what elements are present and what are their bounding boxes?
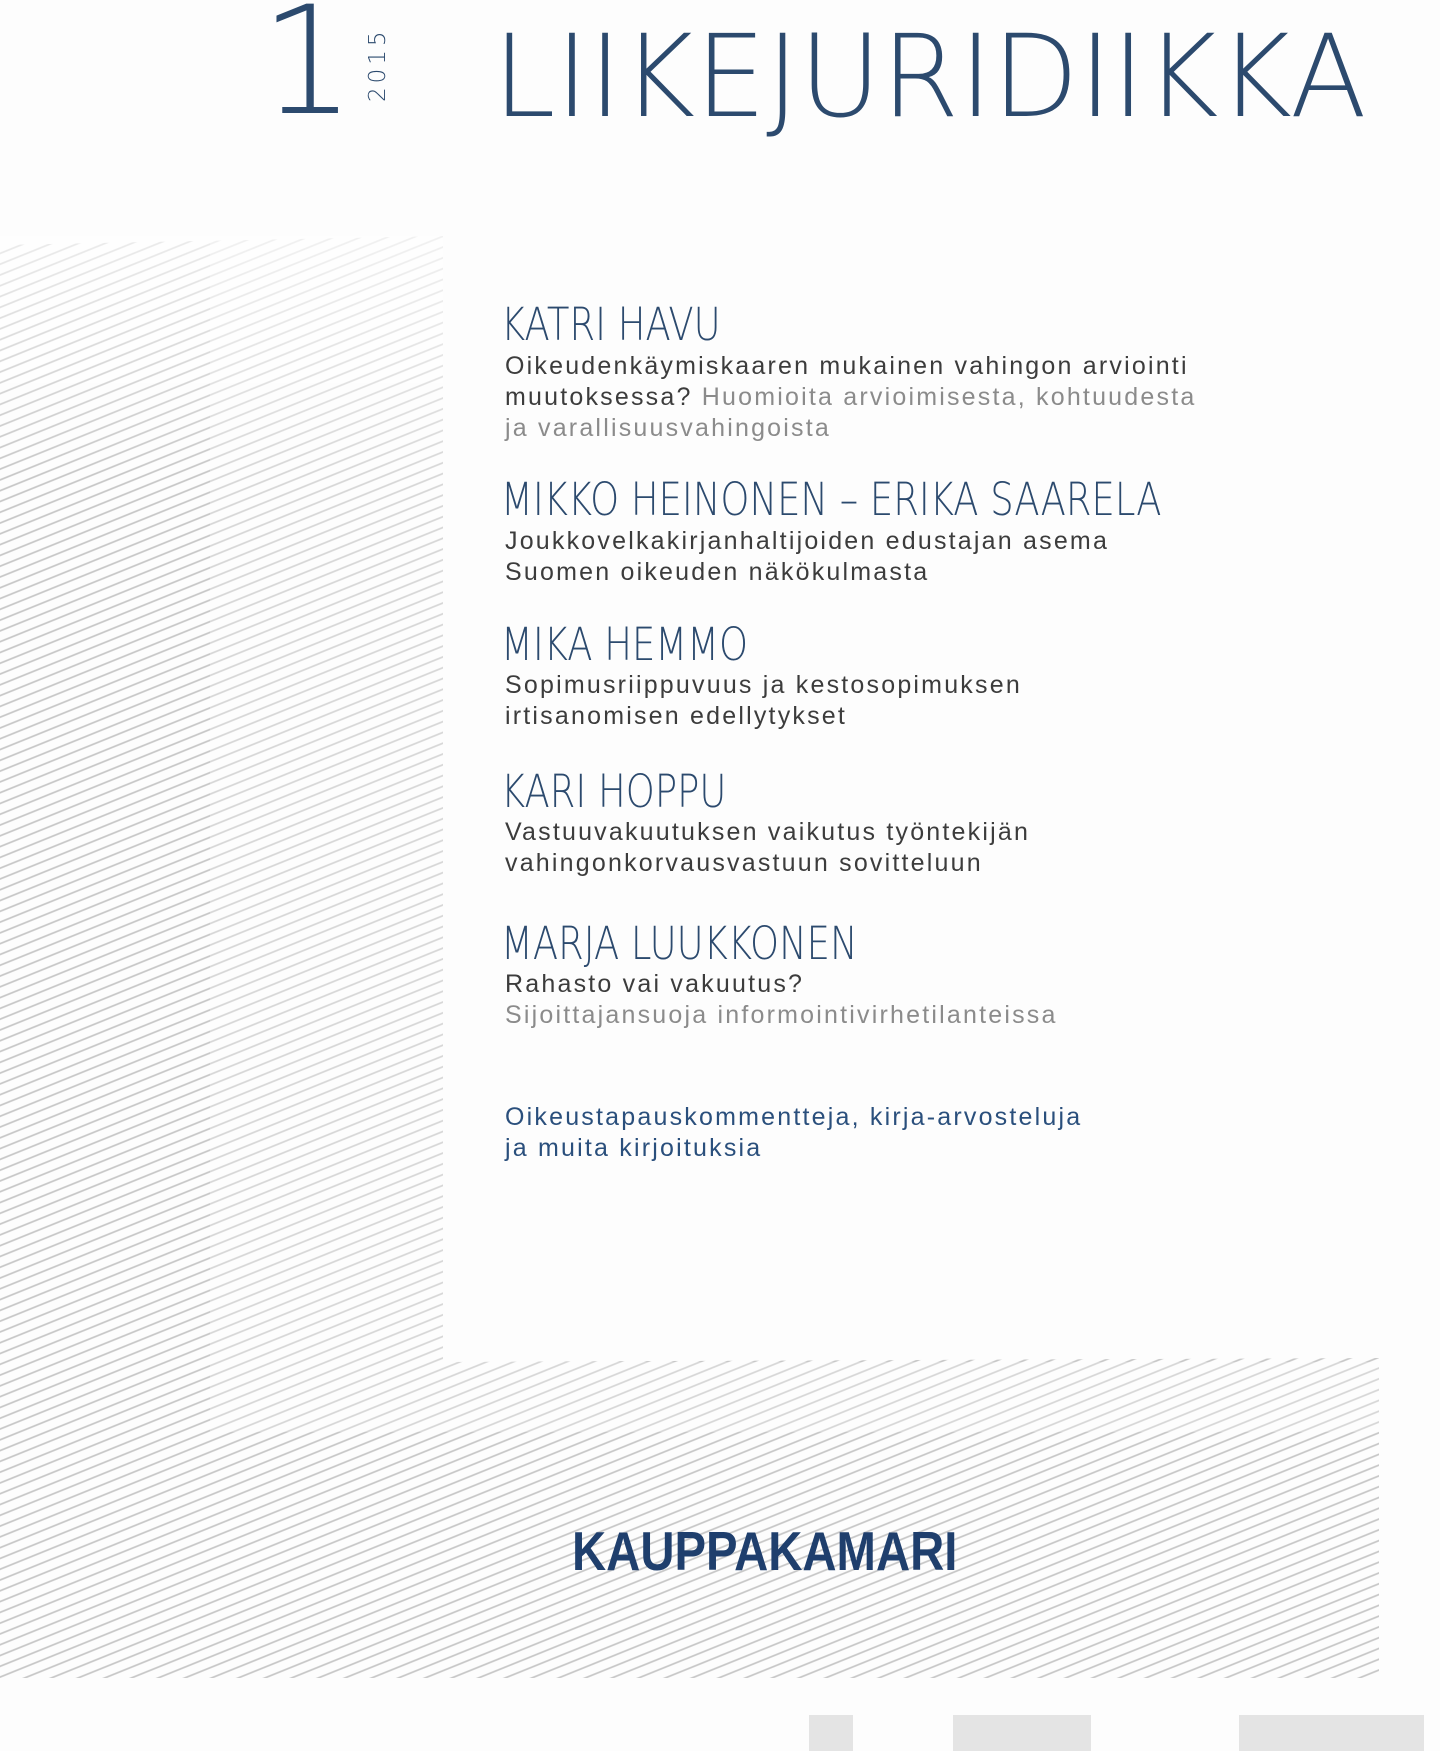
article-title: Oikeudenkäymiskaaren mukainen vahingon arviointi [505, 352, 1189, 380]
article-title: vahingonkorvausvastuun sovitteluun [505, 849, 983, 877]
other-contents-line: Oikeustapauskommentteja, kirja-arvosteluja [505, 1103, 1083, 1131]
article-title: Rahasto vai vakuutus? [505, 970, 805, 998]
bottom-edge-block [1239, 1715, 1424, 1751]
article-title-line [505, 382, 1196, 413]
article-title: muutoksessa? [505, 383, 693, 411]
article-title: irtisanomisen edellytykset [505, 702, 848, 730]
hatch-top-fade [0, 236, 443, 476]
article-author: KATRI HAVU [501, 298, 721, 351]
publisher-logo: KAUPPAKAMARI [572, 1520, 958, 1582]
article-title-block [505, 351, 1196, 444]
article-title-line [505, 351, 1196, 382]
other-contents-line: ja muita kirjoituksia [505, 1134, 763, 1162]
article-subtitle: Huomioita arvioimisesta, kohtuudesta [701, 383, 1197, 411]
article-title-block [505, 817, 1030, 879]
article-title: Suomen oikeuden näkökulmasta [505, 558, 930, 586]
article-title: Joukkovelkakirjanhaltijoiden edustajan asema [505, 527, 1110, 555]
bottom-edge-block [809, 1715, 853, 1751]
article-author: MARJA LUUKKONEN [501, 917, 858, 970]
article-author: MIKKO HEINONEN – ERIKA SAARELA [501, 473, 1162, 526]
other-contents [505, 1102, 1082, 1164]
article-subtitle: ja varallisuusvahingoista [505, 414, 831, 442]
article-title-line [505, 413, 1196, 444]
article-author: KARI HOPPU [501, 765, 727, 818]
article-title-block [505, 670, 1022, 732]
article-title: Vastuuvakuutuksen vaikutus työntekijän [505, 818, 1031, 846]
journal-title: LIIKEJURIDIIKKA [493, 10, 1367, 143]
hatch-highlight-horizontal [210, 1362, 1379, 1432]
article-subtitle: Sijoittajansuoja informointivirhetilanteissa [505, 1001, 1058, 1029]
article-author: MIKA HEMMO [501, 618, 749, 671]
article-title: Sopimusriippuvuus ja kestosopimuksen [505, 671, 1022, 699]
bottom-edge-block [953, 1715, 1091, 1751]
issue-year: 2015 [365, 27, 391, 102]
article-title-block [505, 526, 1109, 588]
issue-number: 1 [260, 0, 356, 149]
article-title-block [505, 969, 1058, 1031]
